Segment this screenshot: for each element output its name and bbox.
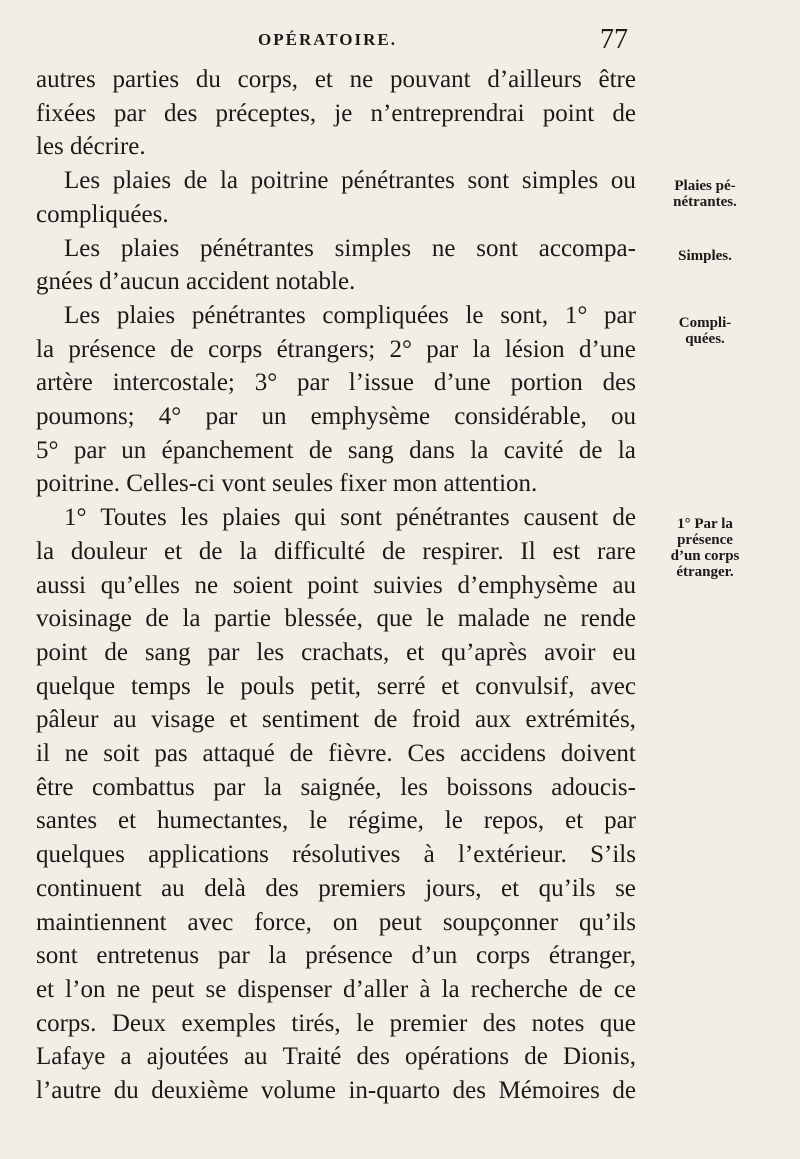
body-text	[36, 63, 636, 1108]
margin-note-line: étranger.	[676, 564, 734, 580]
margin-note-line: 1° Par la	[677, 516, 733, 532]
margin-note-compliquees	[645, 315, 765, 347]
text-line: il ne soit pas attaqué de fièvre. Ces accidens doivent	[36, 740, 636, 768]
text-line: corps. Deux exemples tirés, le premier des notes que	[36, 1009, 636, 1037]
text-line: Lafaye a ajoutées au Traité des opérations de Dionis,	[36, 1043, 636, 1071]
margin-note-line: quées.	[685, 331, 725, 347]
margin-note-simples	[645, 248, 765, 264]
text-line: aussi qu’elles ne soient point suivies d’emphysème au	[36, 571, 636, 599]
margin-note-line: Plaies pé-	[674, 178, 736, 194]
text-line: quelque temps le pouls petit, serré et convulsif, avec	[36, 672, 636, 700]
text-line: Les plaies pénétrantes simples ne sont accompa-	[64, 234, 636, 262]
text-line: continuent au delà des premiers jours, et qu’ils se	[36, 874, 636, 902]
text-line: gnées d’aucun accident notable.	[36, 268, 356, 296]
margin-note-line: présence	[677, 532, 733, 548]
margin-note-corps-etranger	[645, 516, 765, 580]
text-line: compliquées.	[36, 200, 169, 228]
text-line: poumons; 4° par un emphysème considérable, ou	[36, 403, 636, 431]
text-line: point de sang par les crachats, et qu’après avoir eu	[36, 638, 636, 666]
running-title: OPÉRATOIRE.	[258, 30, 397, 49]
text-line: 5° par un épanchement de sang dans la cavité de la	[36, 436, 636, 464]
text-line: être combattus par la saignée, les boissons adoucis-	[36, 773, 636, 801]
text-line: fixées par des préceptes, je n’entreprendrai point de	[36, 99, 636, 127]
text-line: poitrine. Celles-ci vont seules fixer mon attention.	[36, 470, 538, 498]
text-line: pâleur au visage et sentiment de froid aux extrémités,	[36, 706, 636, 734]
text-line: santes et humectantes, le régime, le repos, et par	[36, 807, 636, 835]
margin-note-line: Compli-	[678, 315, 732, 331]
text-line: quelques applications résolutives à l’extérieur. S’ils	[36, 841, 636, 869]
text-line: 1° Toutes les plaies qui sont pénétrantes causent de	[64, 504, 636, 532]
margin-note-line: nétrantes.	[673, 194, 737, 210]
margin-note-line: d’un corps	[670, 548, 740, 564]
text-line: artère intercostale; 3° par l’issue d’une portion des	[36, 369, 636, 397]
text-line: Les plaies pénétrantes compliquées le sont, 1° par	[64, 301, 636, 329]
text-line: Les plaies de la poitrine pénétrantes sont simples ou	[64, 167, 636, 195]
text-line: l’autre du deuxième volume in-quarto des Mémoires de	[36, 1077, 636, 1105]
text-line: la douleur et de la difficulté de respirer. Il est rare	[36, 537, 636, 565]
margin-note-plaies-penetrantes	[645, 178, 765, 210]
margin-note-line: Simples.	[678, 248, 732, 264]
text-line: autres parties du corps, et ne pouvant d’ailleurs être	[36, 66, 636, 93]
text-line: sont entretenus par la présence d’un corps étranger,	[36, 942, 636, 970]
text-line: les décrire.	[36, 133, 146, 161]
page-number: 77	[600, 24, 628, 55]
text-line: voisinage de la partie blessée, que le malade ne rende	[36, 605, 636, 633]
text-line: maintiennent avec force, on peut soupçonner qu’ils	[36, 908, 636, 936]
text-line: et l’on ne peut se dispenser d’aller à la recherche de ce	[36, 975, 636, 1003]
text-line: la présence de corps étrangers; 2° par la lésion d’une	[36, 335, 636, 363]
